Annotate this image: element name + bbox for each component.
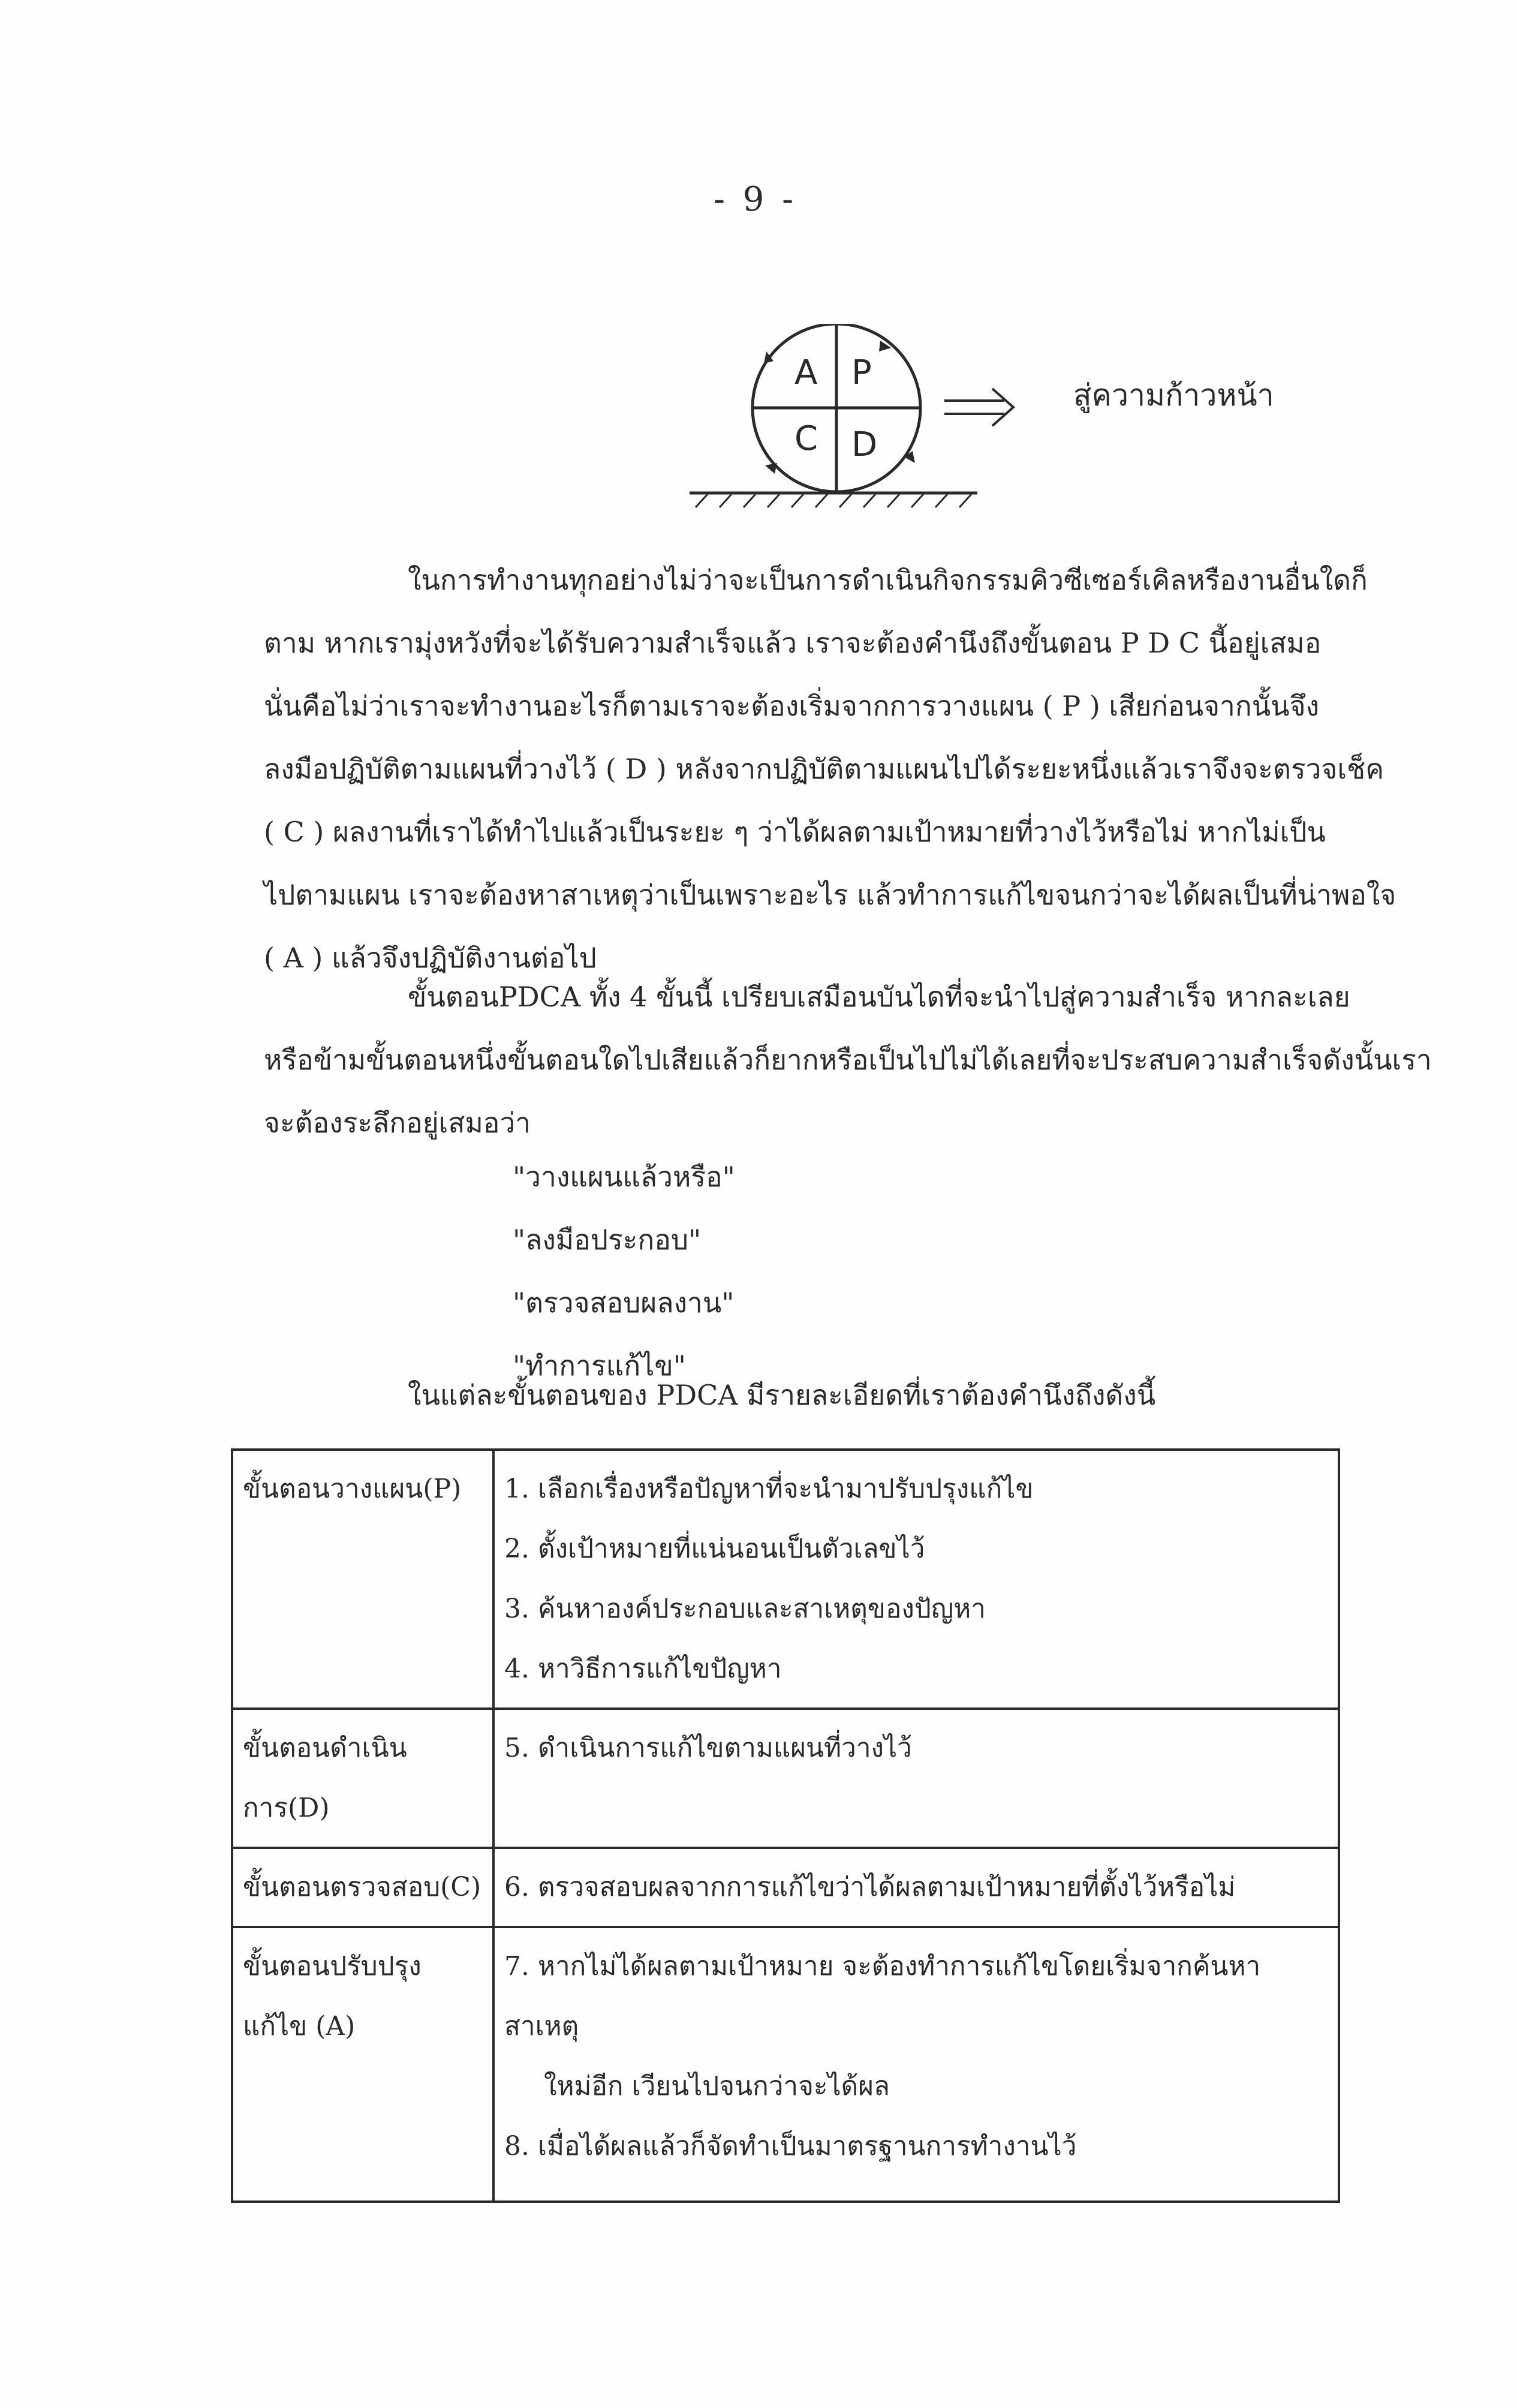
step-item: 4. หาวิธีการแก้ไขปัญหา xyxy=(504,1654,782,1684)
quadrant-c: C xyxy=(794,419,818,458)
phase-label-line: แก้ไข (A) xyxy=(243,2011,356,2042)
page-number: - 9 - xyxy=(714,180,797,219)
phase-cell: ขั้นตอนวางแผน(P) xyxy=(232,1450,493,1709)
phase-cell xyxy=(232,1927,493,2202)
phase-cell: ขั้นตอนดำเนินการ(D) xyxy=(232,1709,493,1848)
quadrant-p: P xyxy=(851,353,872,392)
quote-line: "ทำการแก้ไข" xyxy=(513,1349,686,1382)
quote-line: "ลงมือประกอบ" xyxy=(513,1223,702,1256)
ground-hatching xyxy=(696,494,971,507)
step-item: 1. เลือกเรื่องหรือปัญหาที่จะนำมาปรับปรุงแก้ไข xyxy=(504,1474,1034,1504)
text-line: ขั้นตอนPDCA ทั้ง 4 ขั้นนี้ เปรียบเสมือนบันไดที่จะนำไปสู่ความสำเร็จ หากละเลย xyxy=(408,981,1350,1013)
step-item: 8. เมื่อได้ผลแล้วก็จัดทำเป็นมาตรฐานการทำงานไว้ xyxy=(504,2131,1077,2162)
step-item: 7. หากไม่ได้ผลตามเป้าหมาย จะต้องทำการแก้ไขโดยเริ่มจากค้นหาสาเหตุ xyxy=(504,1951,1261,2042)
paragraph-pdca-intro xyxy=(264,549,1396,990)
text-line: ( C ) ผลงานที่เราได้ทำไปแล้วเป็นระยะ ๆ ว่าได้ผลตามเป้าหมายที่วางไว้หรือไม่ หากไม่เป็น xyxy=(264,816,1326,848)
quadrant-d: D xyxy=(851,425,878,464)
steps-cell xyxy=(493,1848,1339,1927)
table-row xyxy=(232,1848,1339,1927)
step-item-continuation: ใหม่อีก เวียนไปจนกว่าจะได้ผล xyxy=(544,2071,890,2102)
text-line: ลงมือปฏิบัติตามแผนที่วางไว้ ( D ) หลังจากปฏิบัติตามแผนไปได้ระยะหนึ่งแล้วเราจึงจะตรวจเช็ค xyxy=(264,753,1384,785)
diagram-caption: สู่ความก้าวหน้า xyxy=(1073,378,1274,413)
quote-line: "ตรวจสอบผลงาน" xyxy=(513,1286,735,1319)
pdca-details-table xyxy=(231,1448,1340,2203)
steps-cell xyxy=(493,1927,1339,2202)
step-item: 5. ดำเนินการแก้ไขตามแผนที่วางไว้ xyxy=(504,1733,912,1763)
quadrant-a: A xyxy=(794,353,818,392)
phase-label-line: ขั้นตอนปรับปรุง xyxy=(243,1951,422,1982)
text-line: ไปตามแผน เราจะต้องหาสาเหตุว่าเป็นเพราะอะไร แล้วทำการแก้ไขจนกว่าจะได้ผลเป็นที่น่าพอใจ xyxy=(264,879,1396,911)
pdca-cycle-diagram xyxy=(666,324,1325,516)
step-item: 2. ตั้งเป้าหมายที่แน่นอนเป็นตัวเลขไว้ xyxy=(504,1534,925,1564)
text-line: จะต้องระลึกอยู่เสมอว่า xyxy=(264,1107,531,1139)
text-line: ตาม หากเรามุ่งหวังที่จะได้รับความสำเร็จแล้ว เราจะต้องคำนึงถึงขั้นตอน P D C นี้อยู่เสมอ xyxy=(264,627,1322,659)
text-line: ในการทำงานทุกอย่างไม่ว่าจะเป็นการดำเนินกิจกรรมคิวซีเซอร์เคิลหรืองานอื่นใดก็ xyxy=(408,564,1368,596)
table-row xyxy=(232,1927,1339,2202)
rotation-arrow-icon xyxy=(765,463,777,474)
step-item: 3. ค้นหาองค์ประกอบและสาเหตุของปัญหา xyxy=(504,1594,986,1624)
double-arrow-icon xyxy=(944,389,1013,426)
reminder-quotes xyxy=(513,1146,735,1397)
steps-cell xyxy=(493,1450,1339,1709)
paragraph-pdca-steps xyxy=(264,966,1432,1155)
text-line: ( A ) แล้วจึงปฏิบัติงานต่อไป xyxy=(264,942,597,974)
text-line: หรือข้ามขั้นตอนหนึ่งขั้นตอนใดไปเสียแล้วก็ยากหรือเป็นไปไม่ได้เลยที่จะประสบความสำเร็จดังนั้นเรา xyxy=(264,1044,1432,1076)
table-intro: ในแต่ละขั้นตอนของ PDCA มีรายละเอียดที่เราต้องคำนึงถึงดังนี้ xyxy=(408,1379,1156,1411)
table-row xyxy=(232,1709,1339,1848)
step-item: 6. ตรวจสอบผลจากการแก้ไขว่าได้ผลตามเป้าหมายที่ตั้งไว้หรือไม่ xyxy=(504,1872,1236,1902)
text-line: นั่นคือไม่ว่าเราจะทำงานอะไรก็ตามเราจะต้องเริ่มจากการวางแผน ( P ) เสียก่อนจากนั้นจึง xyxy=(264,690,1320,722)
quote-line: "วางแผนแล้วหรือ" xyxy=(513,1161,735,1193)
table-row xyxy=(232,1450,1339,1709)
steps-cell xyxy=(493,1709,1339,1848)
phase-cell: ขั้นตอนตรวจสอบ(C) xyxy=(232,1848,493,1927)
